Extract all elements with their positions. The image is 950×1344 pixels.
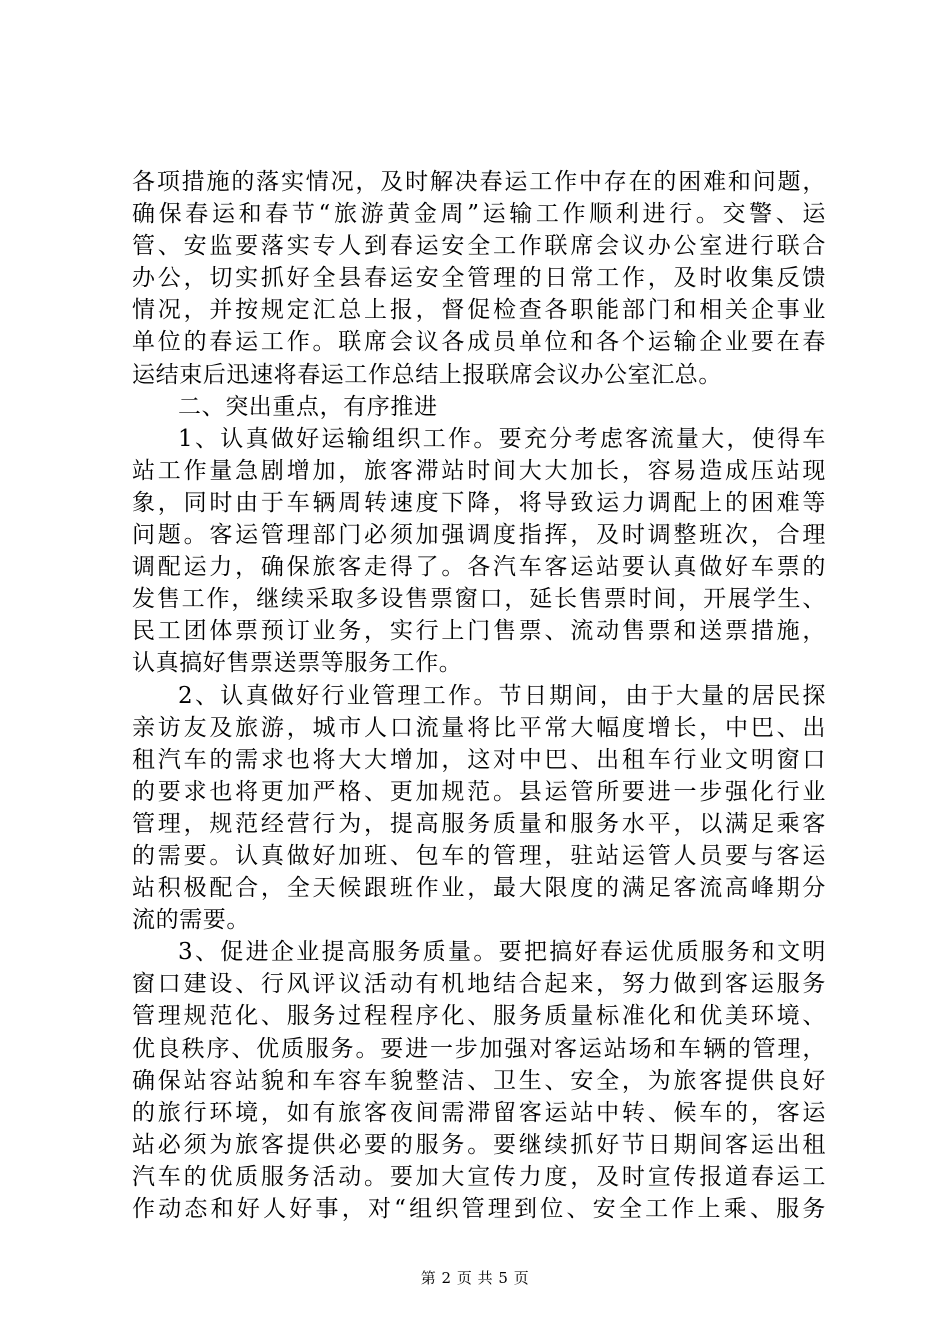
text-line: 的要求也将更加严格、更加规范。县运管所要进一步强化行业 [132, 778, 826, 805]
paragraph [132, 936, 826, 1225]
text-line: 各项措施的落实情况，及时解决春运工作中存在的困难和问题， [132, 169, 826, 195]
text-line: 发售工作，继续采取多设售票窗口，延长售票时间，开展学生、 [132, 586, 826, 613]
text-line: 问题。客运管理部门必须加强调度指挥，及时调整班次，合理 [132, 522, 826, 549]
text-line: 站工作量急剧增加，旅客滞站时间大大加长，容易造成压站现 [132, 457, 826, 484]
text-line: 站积极配合，全天候跟班作业，最大限度的满足客流高峰期分 [132, 875, 826, 902]
text-line: 优良秩序、优质服务。要进一步加强对客运站场和车辆的管理， [132, 1035, 826, 1062]
text-line: 象，同时由于车辆周转速度下降，将导致运力调配上的困难等 [132, 489, 826, 516]
text-line: 认真搞好售票送票等服务工作。 [132, 650, 463, 677]
paragraph [132, 166, 826, 391]
text-line: 运结束后迅速将春运工作总结上报联席会议办公室汇总。 [132, 361, 722, 388]
text-line: 窗口建设、行风评议活动有机地结合起来，努力做到客运服务 [132, 971, 826, 998]
paragraph [132, 680, 826, 937]
document-body [132, 166, 826, 1225]
text-line: 管理，规范经营行为，提高服务质量和服务水平，以满足乘客 [132, 810, 826, 837]
text-line: 二、突出重点，有序推进 [178, 393, 438, 420]
text-line: 办公，切实抓好全县春运安全管理的日常工作，及时收集反馈 [132, 265, 826, 292]
text-line: 确保站容站貌和车容车貌整洁、卫生、安全，为旅客提供良好 [132, 1067, 826, 1094]
text-line: 民工团体票预订业务，实行上门售票、流动售票和送票措施， [132, 618, 826, 645]
text-line: 确保春运和春节“旅游黄金周”运输工作顺利进行。交警、运 [132, 201, 826, 228]
section-heading [132, 391, 826, 423]
text-line: 单位的春运工作。联席会议各成员单位和各个运输企业要在春 [132, 329, 826, 356]
text-line: 3、促进企业提高服务质量。要把搞好春运优质服务和文明 [178, 939, 826, 966]
text-line: 亲访友及旅游，城市人口流量将比平常大幅度增长，中巴、出 [132, 714, 826, 741]
text-line: 租汽车的需求也将大大增加，这对中巴、出租车行业文明窗口 [132, 746, 826, 773]
text-line: 的旅行环境，如有旅客夜间需滞留客运站中转、候车的，客运 [132, 1099, 826, 1126]
text-line: 1、认真做好运输组织工作。要充分考虑客流量大，使得车 [178, 425, 826, 452]
text-line: 作动态和好人好事，对“组织管理到位、安全工作上乘、服务 [132, 1196, 826, 1222]
text-line: 2、认真做好行业管理工作。节日期间，由于大量的居民探 [178, 682, 826, 709]
text-line: 的需要。认真做好加班、包车的管理，驻站运管人员要与客运 [132, 842, 826, 869]
text-line: 管理规范化、服务过程程序化、服务质量标准化和优美环境、 [132, 1003, 826, 1030]
text-line: 站必须为旅客提供必要的服务。要继续抓好节日期间客运出租 [132, 1131, 826, 1158]
text-line: 流的需要。 [132, 907, 250, 934]
page-footer: 第 2 页 共 5 页 [420, 1269, 530, 1287]
paragraph [132, 423, 826, 680]
text-line: 调配运力，确保旅客走得了。各汽车客运站要认真做好车票的 [132, 554, 826, 581]
text-line: 管、安监要落实专人到春运安全工作联席会议办公室进行联合 [132, 233, 826, 260]
text-line: 情况，并按规定汇总上报，督促检查各职能部门和相关企事业 [132, 297, 826, 324]
text-line: 汽车的优质服务活动。要加大宣传力度，及时宣传报道春运工 [132, 1163, 826, 1190]
